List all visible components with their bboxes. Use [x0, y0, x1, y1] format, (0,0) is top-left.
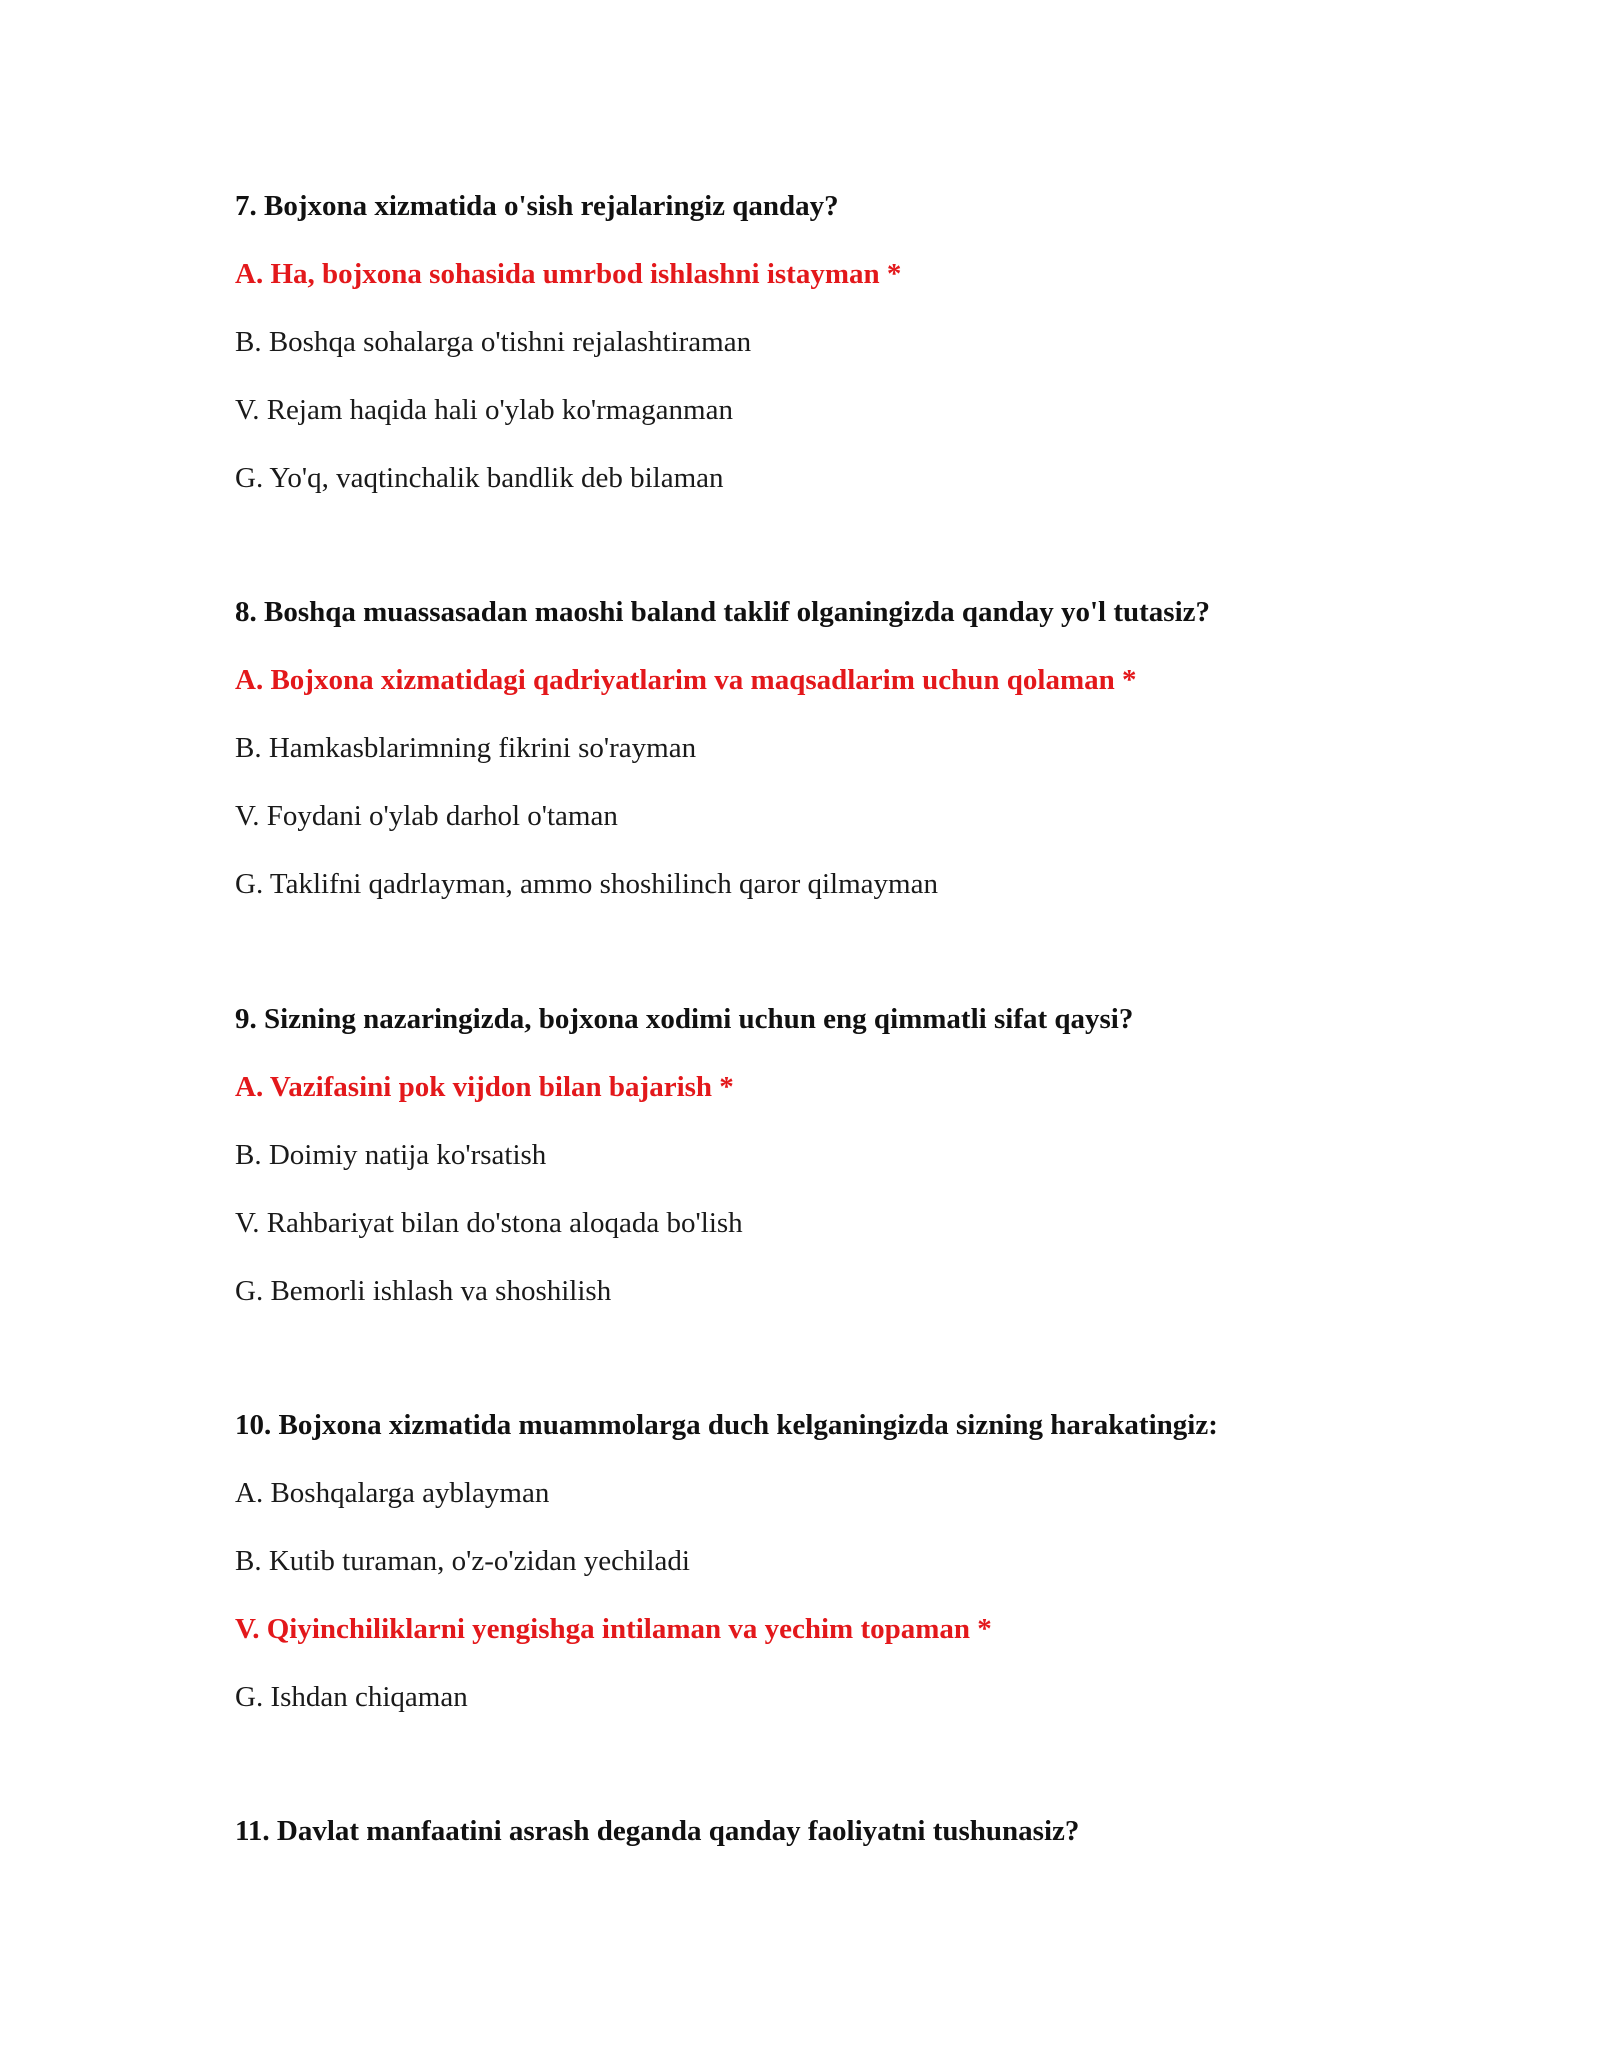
option-b: B. Boshqa sohalarga o'tishni rejalashtiraman	[235, 326, 752, 358]
option-b: B. Doimiy natija ko'rsatish	[235, 1139, 547, 1171]
question-block-11	[235, 1797, 1435, 1865]
option-b: B. Kutib turaman, o'z-o'zidan yechiladi	[235, 1545, 690, 1577]
question-block-8	[235, 578, 1435, 918]
option-g: G. Yo'q, vaqtinchalik bandlik deb bilaman	[235, 462, 724, 494]
question-block-9	[235, 985, 1435, 1325]
option-v: V. Rejam haqida hali o'ylab ko'rmaganman	[235, 394, 733, 426]
option-g: G. Bemorli ishlash va shoshilish	[235, 1275, 612, 1307]
option-g: G. Taklifni qadrlayman, ammo shoshilinch qaror qilmayman	[235, 868, 938, 900]
option-a: A. Boshqalarga ayblayman	[235, 1477, 550, 1509]
option-v: V. Rahbariyat bilan do'stona aloqada bo'lish	[235, 1207, 743, 1239]
question-block-10	[235, 1391, 1435, 1731]
option-v: V. Foydani o'ylab darhol o'taman	[235, 800, 618, 832]
option-a-correct: A. Ha, bojxona sohasida umrbod ishlashni istayman *	[235, 258, 902, 290]
question-text: 8. Boshqa muassasadan maoshi baland taklif olganingizda qanday yo'l tutasiz?	[235, 596, 1210, 628]
question-text: 7. Bojxona xizmatida o'sish rejalaringiz qanday?	[235, 190, 839, 222]
option-g: G. Ishdan chiqaman	[235, 1681, 468, 1713]
option-b: B. Hamkasblarimning fikrini so'rayman	[235, 732, 697, 764]
option-a-correct: A. Bojxona xizmatidagi qadriyatlarim va maqsadlarim uchun qolaman *	[235, 664, 1137, 696]
option-v-correct: V. Qiyinchiliklarni yengishga intilaman va yechim topaman *	[235, 1613, 992, 1645]
question-block-7	[235, 172, 1435, 512]
question-text: 9. Sizning nazaringizda, bojxona xodimi uchun eng qimmatli sifat qaysi?	[235, 1003, 1134, 1035]
question-text: 11. Davlat manfaatini asrash deganda qanday faoliyatni tushunasiz?	[235, 1815, 1080, 1847]
option-a-correct: A. Vazifasini pok vijdon bilan bajarish *	[235, 1071, 734, 1103]
question-text: 10. Bojxona xizmatida muammolarga duch kelganingizda sizning harakatingiz:	[235, 1409, 1218, 1441]
